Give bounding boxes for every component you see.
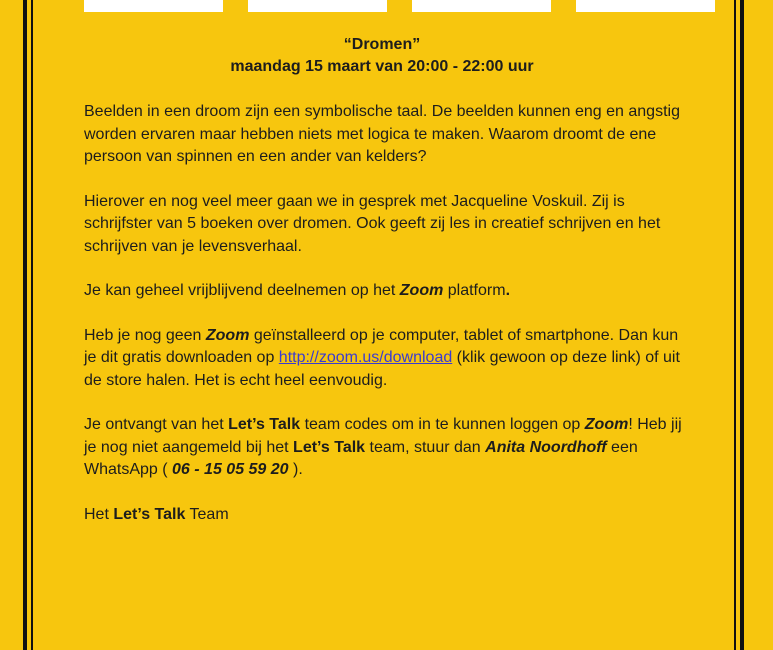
left-inner-border-line xyxy=(31,0,33,650)
zoom-emphasis: Zoom xyxy=(584,416,629,433)
text-span: Je ontvangt van het xyxy=(84,416,229,433)
text-span: Heb je nog geen xyxy=(84,326,206,344)
zoom-download-link[interactable]: http://zoom.us/download xyxy=(278,349,453,366)
flyer-body xyxy=(84,101,689,548)
zoom-emphasis: Zoom xyxy=(399,282,444,299)
text-span: een WhatsApp ( xyxy=(84,438,638,478)
paragraph-intro: Beelden in een droom zijn een symbolische taal. De beelden kunnen eng en angstig worden ervaren maar hebben niets met logica te maken. Waarom droomt de ene persoon van spinnen en een ander van kelders? xyxy=(84,103,680,165)
top-white-box-1 xyxy=(84,0,223,12)
left-border-line xyxy=(23,0,27,650)
text-span: . xyxy=(505,282,511,299)
contact-phone: 06 - 15 05 59 20 xyxy=(172,461,289,478)
text-span: team, stuur dan xyxy=(365,438,486,456)
right-inner-border-line xyxy=(734,0,736,650)
text-span: (klik gewoon op deze link) of uit de store halen. Het is echt heel eenvoudig. xyxy=(84,349,680,389)
text-span: Je kan geheel vrijblijvend deelnemen op het xyxy=(84,282,400,299)
top-white-box-2 xyxy=(248,0,387,12)
paragraph-signoff xyxy=(84,504,689,527)
lets-talk-emphasis: Let’s Talk xyxy=(228,416,301,433)
text-span: geïnstalleerd op je computer, tablet of smartphone. Dan kun je dit gratis downloaden op xyxy=(84,326,679,366)
text-span: ! Heb jij je nog niet aangemeld bij het xyxy=(84,416,682,456)
text-span: platform xyxy=(443,282,506,299)
text-span: Team xyxy=(185,505,229,523)
paragraph-login-codes xyxy=(84,414,689,482)
text-span: ). xyxy=(288,461,303,478)
right-border-line xyxy=(740,0,744,650)
top-white-box-4 xyxy=(576,0,715,12)
text-span: Het xyxy=(84,505,114,523)
paragraph-guest: Hierover en nog veel meer gaan we in gesprek met Jacqueline Voskuil. Zij is schrijfster van 5 boeken over dromen. Ook geeft zij les in creatief schrijven en het schrijven van je levensverhaal. xyxy=(84,192,661,255)
lets-talk-emphasis: Let’s Talk xyxy=(293,438,366,456)
event-date-line: maandag 15 maart van 20:00 - 22:00 uur xyxy=(230,58,534,75)
text-span: team codes om in te kunnen loggen op xyxy=(300,416,585,433)
contact-name: Anita Noordhoff xyxy=(485,438,607,456)
paragraph-download xyxy=(84,325,689,393)
paragraph-zoom-platform xyxy=(84,280,689,303)
zoom-emphasis: Zoom xyxy=(205,326,250,344)
top-white-box-3 xyxy=(412,0,551,12)
event-title: “Dromen” xyxy=(343,36,421,53)
lets-talk-emphasis: Let’s Talk xyxy=(113,505,186,523)
